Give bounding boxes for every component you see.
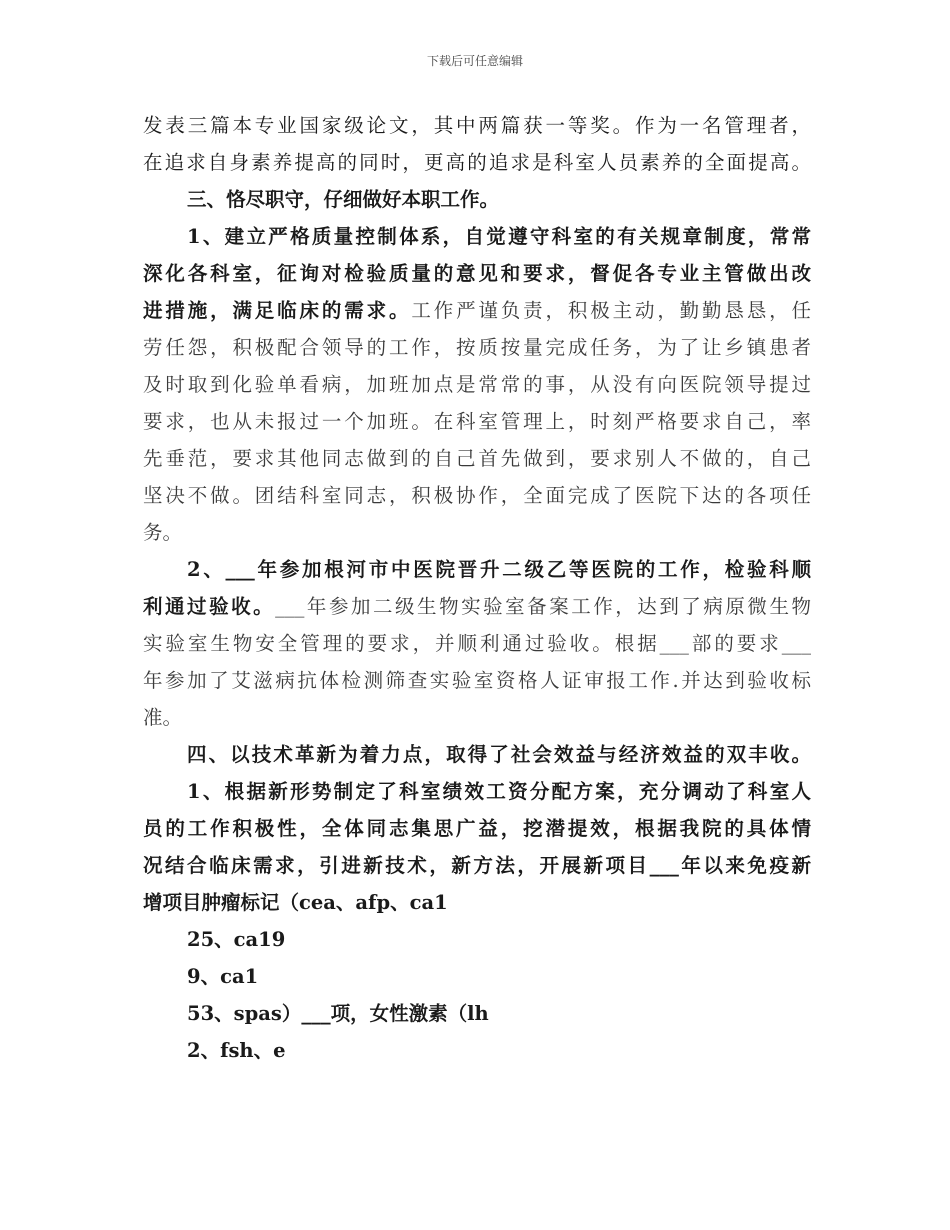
document-body [143,107,811,1069]
text-line: 先垂范，要求其他同志做到的自己首先做到，要求别人不做的，自己 [143,447,811,470]
text-line: 2、___年参加根河市中医院晋升二级乙等医院的工作，检验科顺 [187,558,811,581]
text-line: 9、ca1 [187,965,259,988]
text-line: 员的工作积极性，全体同志集思广益，挖潜提效，根据我院的具体情 [143,817,811,840]
text-line: 2、fsh、e [187,1039,286,1062]
text-line: 25、ca19 [187,928,286,951]
text-line: 况结合临床需求，引进新技术，新方法，开展新项目___年以来免疫新 [143,854,811,877]
text-span: 进措施，满足临床的需求。 [143,299,412,322]
text-span: 利通过验收。 [143,595,276,618]
section-heading: 三、恪尽职守，仔细做好本职工作。 [187,188,500,211]
text-line: 在追求自身素养提高的同时，更高的追求是科室人员素养的全面提高。 [143,151,811,174]
text-line: 深化各科室，征询对检验质量的意见和要求，督促各专业主管做出改 [143,262,811,285]
text-line: 要求，也从未报过一个加班。在科室管理上，时刻严格要求自己，率 [143,410,811,433]
text-span: ___年参加二级生物实验室备案工作，达到了病原微生物 [275,595,811,618]
text-line: 年参加了艾滋病抗体检测筛查实验室资格人证审报工作.并达到验收标 [143,669,811,692]
text-line: 及时取到化验单看病，加班加点是常常的事，从没有向医院领导提过 [143,373,811,396]
text-line: 准。 [143,706,183,729]
text-line: 1、建立严格质量控制体系，自觉遵守科室的有关规章制度，常常 [187,225,811,248]
text-line: 发表三篇本专业国家级论文，其中两篇获一等奖。作为一名管理者， [143,114,811,137]
text-span: 工作严谨负责，积极主动，勤勤恳恳，任 [411,299,811,322]
text-line [143,588,811,625]
text-line: 务。 [143,521,183,544]
text-line: 增项目肿瘤标记（cea、afp、ca1 [143,891,448,914]
text-line: 劳任怨，积极配合领导的工作，按质按量完成任务，为了让乡镇患者 [143,336,811,359]
text-line: 坚决不做。团结科室同志，积极协作，全面完成了医院下达的各项任 [143,484,811,507]
text-line: 1、根据新形势制定了科室绩效工资分配方案，充分调动了科室人 [187,780,811,803]
page-header: 下载后可任意编辑 [426,54,523,68]
section-heading: 四、以技术革新为着力点，取得了社会效益与经济效益的双丰收。 [187,743,811,766]
text-line: 实验室生物安全管理的要求，并顺利通过验收。根据___部的要求___ [143,632,811,655]
text-line: 53、spas）___项，女性激素（lh [187,1002,489,1025]
text-line [143,292,811,329]
